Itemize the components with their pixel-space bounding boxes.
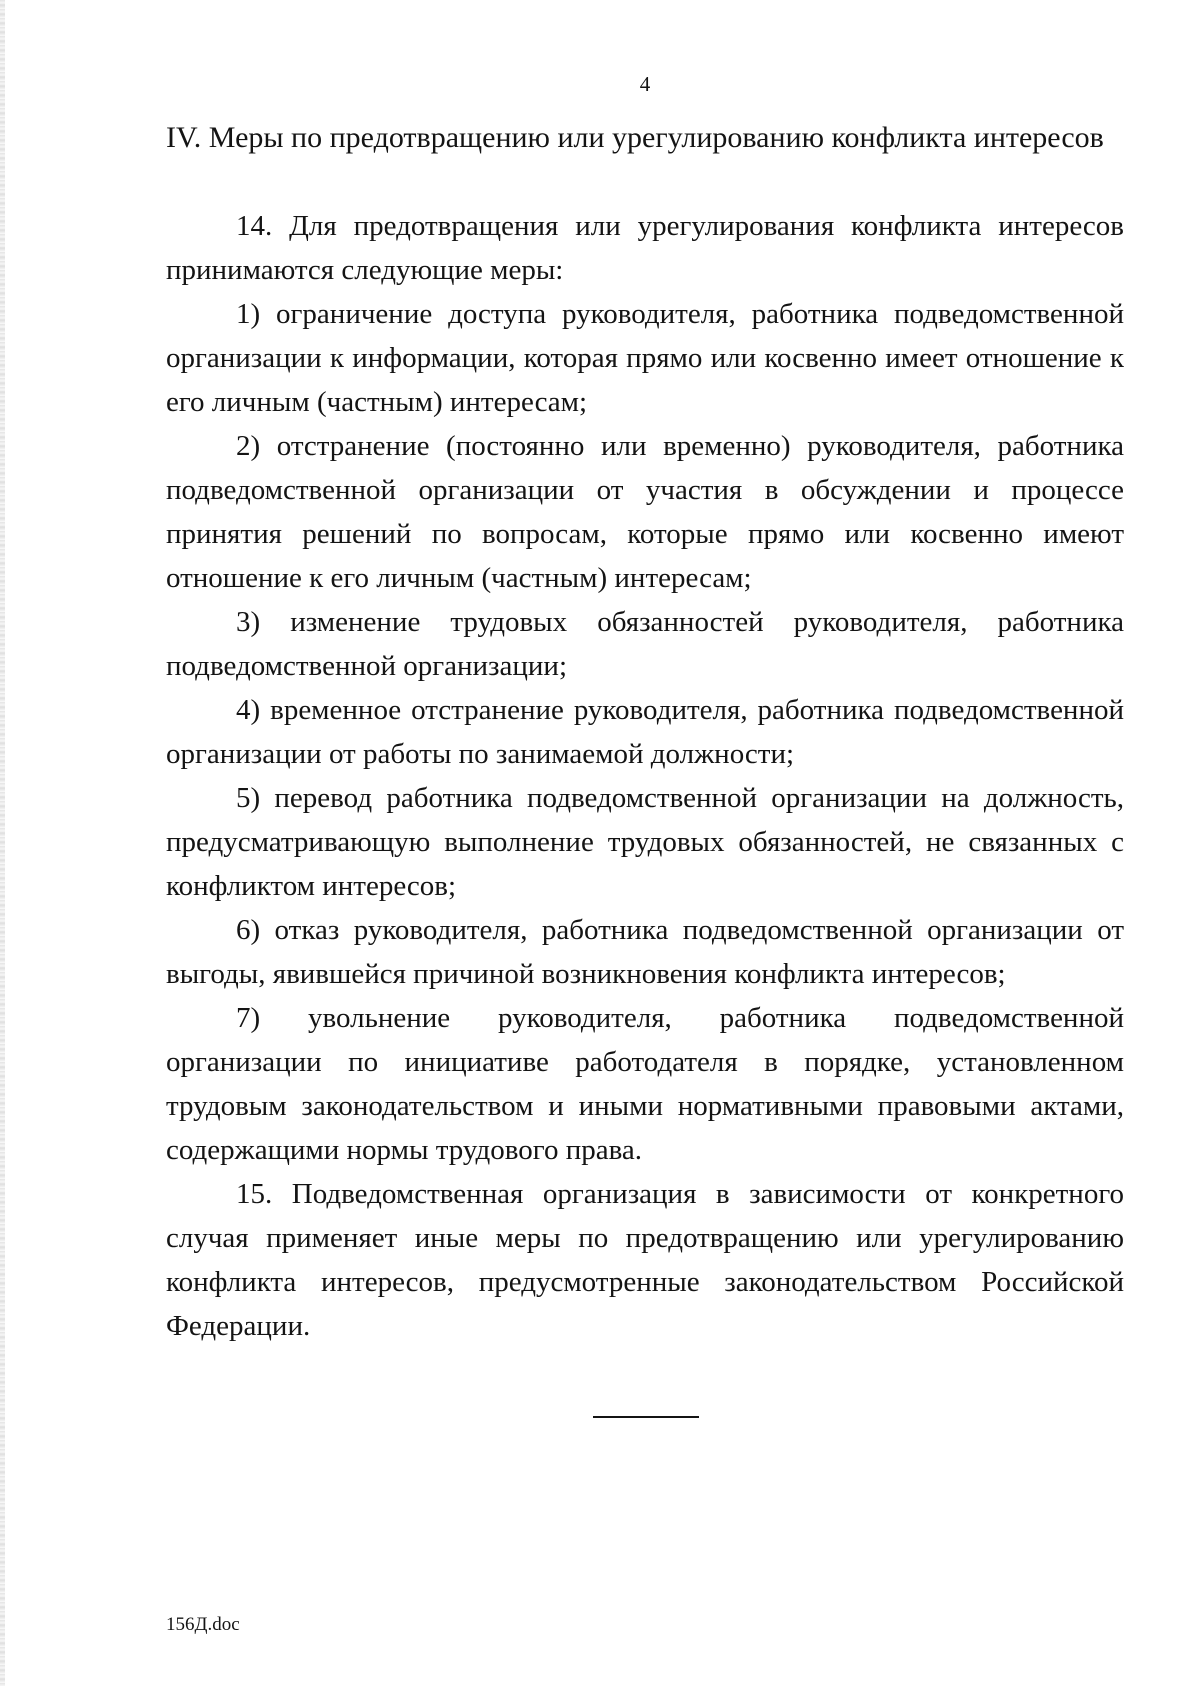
footer-filename: 156Д.doc xyxy=(166,1614,240,1635)
measure-item-4: 4) временное отстранение руководителя, работника подведомственной организации от работы по занимаемой должности; xyxy=(166,694,1124,770)
end-of-text-rule xyxy=(593,1416,699,1418)
measure-item-2: 2) отстранение (постоянно или временно) руководителя, работника подведомственной организации от участия в обсуждении и процессе принятия решений по вопросам, которые прямо или косвенно имеют отношение к его личным (частным) интересам; xyxy=(166,430,1124,594)
measure-item-1: 1) ограничение доступа руководителя, работника подведомственной организации к информации, которая прямо или косвенно имеет отношение к его личным (частным) интересам; xyxy=(166,298,1124,418)
scan-edge xyxy=(0,0,5,1686)
paragraph-14: 14. Для предотвращения или урегулирования конфликта интересов принимаются следующие меры: xyxy=(166,210,1124,286)
measure-item-7: 7) увольнение руководителя, работника подведомственной организации по инициативе работодателя в порядке, установленном трудовым законодательством и иными нормативными правовыми актами, содержащими нормы трудового права. xyxy=(166,1002,1124,1166)
measure-item-6: 6) отказ руководителя, работника подведомственной организации от выгоды, явившейся причиной возникновения конфликта интересов; xyxy=(166,914,1124,990)
measure-item-3: 3) изменение трудовых обязанностей руководителя, работника подведомственной организации; xyxy=(166,606,1124,682)
section-title: IV. Меры по предотвращению или урегулированию конфликта интересов xyxy=(166,121,1104,154)
document-body xyxy=(166,204,1124,1348)
page-number: 4 xyxy=(639,72,651,96)
paragraph-15: 15. Подведомственная организация в зависимости от конкретного случая применяет иные меры по предотвращению или урегулированию конфликта интересов, предусмотренные законодательством Российской Федерации. xyxy=(166,1178,1124,1342)
measure-item-5: 5) перевод работника подведомственной организации на должность, предусматривающую выполнение трудовых обязанностей, не связанных с конфликтом интересов; xyxy=(166,782,1124,902)
